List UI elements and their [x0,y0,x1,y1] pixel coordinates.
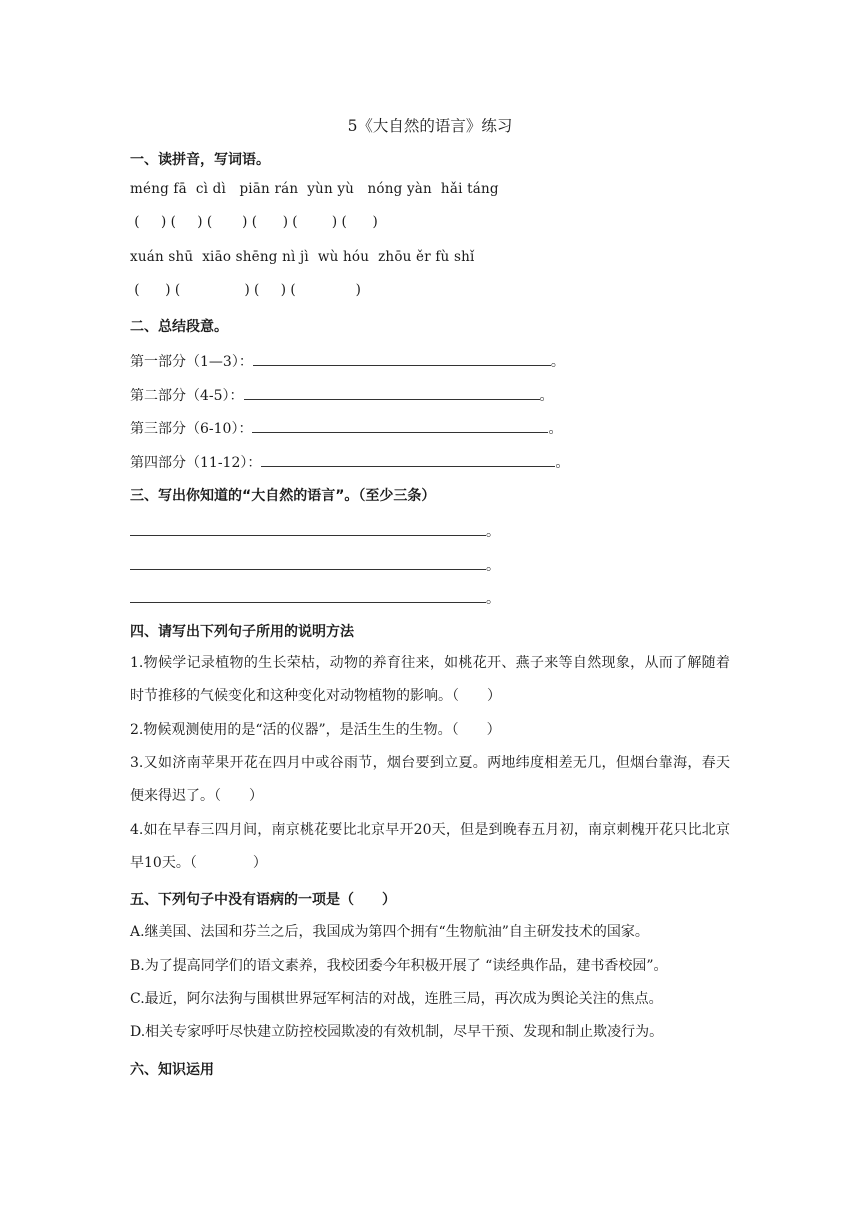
answer-blank-2[interactable] [244,385,540,400]
question-4-1: 1.物候学记录植物的生长荣枯，动物的养育往来，如桃花开、燕子来等自然现象，从而了解随着时节推移的气候变化和这种变化对动物植物的影响。（ ） [130,655,730,704]
free-answer-line-2 [130,555,500,575]
period: 。 [555,455,570,471]
summary-line-2 [130,385,554,405]
question-4-3: 3.又如济南苹果开花在四月中或谷雨节，烟台要到立夏。两地纬度相差无几，但烟台靠海，春天便来得迟了。（ ） [130,755,730,804]
pinyin-row-2: xuán shū xiāo shēng nì jì wù hóu zhōu ěr fù shǐ [130,249,475,265]
free-answer-line-1 [130,521,500,541]
answer-blank-1[interactable] [253,351,551,366]
section5-heading: 五、下列句子中没有语病的一项是（ ） [130,892,396,908]
section4-heading: 四、请写出下列句子所用的说明方法 [130,624,354,640]
period: 。 [486,558,500,574]
answer-blank[interactable] [130,555,486,570]
period: 。 [486,524,500,540]
question-4-2: 2.物候观测使用的是“活的仪器”，是活生生的生物。（ ） [130,722,501,738]
answer-blank[interactable] [130,588,486,603]
section1-heading: 一、读拼音，写词语。 [130,152,270,168]
answer-blank-3[interactable] [252,418,548,433]
option-a: A.继美国、法国和芬兰之后，我国成为第四个拥有“生物航油”自主研发技术的国家。 [130,924,649,940]
section6-heading: 六、知识运用 [130,1062,214,1078]
summary-line-1 [130,351,565,371]
section2-heading: 二、总结段意。 [130,319,228,335]
period: 。 [550,354,565,370]
summary-line-4 [130,452,569,472]
free-answer-line-3 [130,588,500,608]
section3-heading: 三、写出你知道的“大自然的语言”。（至少三条） [130,488,436,504]
summary-line-3 [130,418,562,438]
summary-label-3: 第三部分（6-10）： [130,421,253,437]
answer-brackets-row-2[interactable]: ( ) ( ) ( ) ( ) [130,282,361,298]
option-c: C.最近，阿尔法狗与围棋世界冠军柯洁的对战，连胜三局，再次成为舆论关注的焦点。 [130,991,663,1007]
answer-blank[interactable] [130,521,486,536]
period: 。 [486,591,500,607]
summary-label-2: 第二部分（4-5）： [130,388,244,404]
pinyin-row-1: méng fā cì dì piān rán yùn yù nóng yàn hǎi táng [130,181,499,197]
summary-label-4: 第四部分（11-12）： [130,455,262,471]
question-4-4: 4.如在早春三四月间，南京桃花要比北京早开20天，但是到晚春五月初，南京刺槐开花只比北京早10天。（ ） [130,822,730,871]
option-d: D.相关专家呼吁尽快建立防控校园欺凌的有效机制，尽早干预、发现和制止欺凌行为。 [130,1024,664,1040]
period: 。 [548,421,563,437]
period: 。 [539,388,554,404]
summary-label-1: 第一部分（1—3）： [130,354,253,370]
option-b: B.为了提高同学们的语文素养，我校团委今年积极开展了 “读经典作品，建书香校园”。 [130,958,668,974]
answer-blank-4[interactable] [261,452,555,467]
page-title: 5《大自然的语言》练习 [347,117,513,135]
answer-brackets-row-1[interactable]: ( ) ( ) ( ) ( ) ( ) ( ) [130,214,378,230]
